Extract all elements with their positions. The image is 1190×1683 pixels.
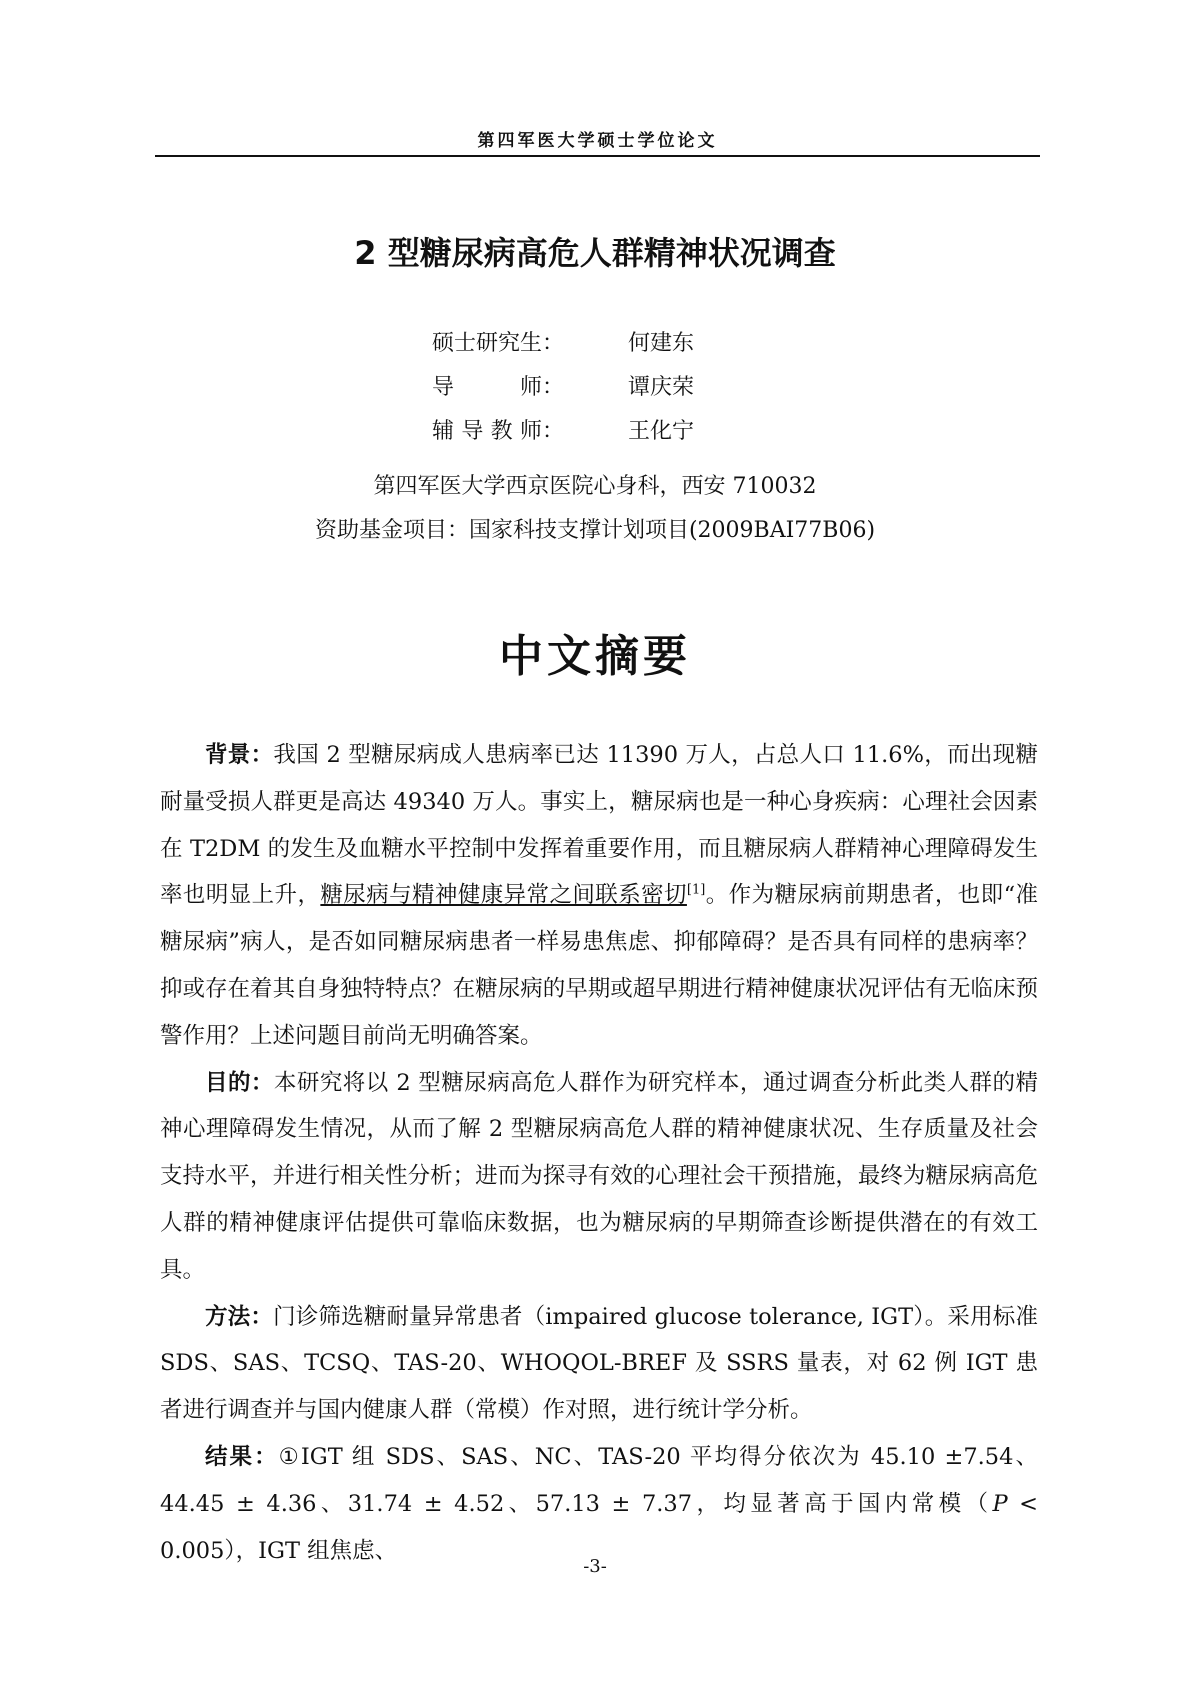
methods-text: 门诊筛选糖耐量异常患者（impaired glucose tolerance, IGT）。采用标准 SDS、SAS、TCSQ、TAS-20、WHOQOL-BREF 及 SSRS 量表，对 62 例 IGT 患者进行调查并与国内健康人群（常模）作对照，进行统计学分析。 (160, 1303, 1038, 1424)
running-header: 第四军医大学硕士学位论文 (477, 131, 718, 151)
student-name: 何建东 (628, 331, 695, 356)
co-supervisor-label-char: 师： (519, 419, 564, 444)
abstract-body (160, 732, 1038, 1574)
p-value-symbol: P (992, 1490, 1008, 1517)
objective-paragraph (160, 1060, 1038, 1294)
supervisor-label-char: 师： (519, 375, 564, 400)
funding: 资助基金项目：国家科技支撑计划项目(2009BAI77B06) (314, 518, 876, 543)
supervisor-name: 谭庆荣 (628, 375, 695, 400)
results-text: ①IGT 组 SDS、SAS、NC、TAS-20 平均得分依次为 45.10 ±7.54、44.45 ± 4.36、31.74 ± 4.52、57.13 ± 7.37，均显著高于国内常模（ (160, 1443, 1038, 1517)
supervisor-label (432, 370, 564, 401)
abstract-title: 中文摘要 (499, 631, 691, 682)
citation-ref: [1] (686, 882, 706, 898)
co-supervisor-label-char: 教 (490, 419, 513, 444)
affiliation: 第四军医大学西京医院心身科，西安 710032 (373, 474, 817, 499)
student-label: 硕士研究生： (432, 331, 565, 356)
co-supervisor-label-char: 辅 (432, 419, 455, 444)
background-paragraph (160, 732, 1038, 1060)
objective-text: 本研究将以 2 型糖尿病高危人群作为研究样本，通过调查分析此类人群的精神心理障碍发生情况，从而了解 2 型糖尿病高危人群的精神健康状况、生存质量及社会支持水平，并进行相关性分析；进而为探寻有效的心理社会干预措施，最终为糖尿病高危人群的精神健康评估提供可靠临床数据，也为糖尿病的早期筛查诊断提供潜在的有效工具。 (160, 1069, 1038, 1283)
author-row-co-supervisor (0, 414, 1190, 448)
header-rule (155, 155, 1040, 157)
objective-label: 目的： (205, 1069, 274, 1096)
background-text: 我国 2 型糖尿病成人患病率已达 11390 万人，占总人口 11.6%，而出现糖耐量受损人群更是高达 49340 万人。事实上，糖尿病也是一种心身疾病：心理社会因素在 T2DM 的发生及血糖水平控制中发挥着重要作用，而且糖尿病人群精神心理障碍发生率也明显上升， (160, 742, 1038, 909)
co-supervisor-label-char: 导 (461, 419, 484, 444)
co-supervisor-name: 王化宁 (628, 419, 695, 444)
co-supervisor-label (432, 414, 564, 445)
results-paragraph (160, 1434, 1038, 1574)
supervisor-label-char: 导 (432, 375, 455, 400)
page-number: -3- (583, 1556, 607, 1577)
results-label: 结果： (205, 1443, 279, 1470)
key-finding-underline: 糖尿病与精神健康异常之间联系密切 (320, 882, 687, 909)
author-row-supervisor (0, 370, 1190, 404)
results-text-continued: < 0.005），IGT 组焦虑、 (160, 1490, 1038, 1564)
background-label: 背景： (205, 742, 274, 768)
background-text-continued: 。作为糖尿病前期患者，也即“准糖尿病”病人，是否如同糖尿病患者一样易患焦虑、抑郁障碍？是否具有同样的患病率？抑或存在着其自身独特特点？在糖尿病的早期或超早期进行精神健康状况评估有无临床预警作用？上述问题目前尚无明确答案。 (160, 882, 1038, 1049)
methods-label: 方法： (205, 1303, 274, 1330)
methods-paragraph (160, 1294, 1038, 1434)
author-row-student (0, 326, 1190, 360)
thesis-title: 2 型糖尿病高危人群精神状况调查 (354, 234, 836, 272)
